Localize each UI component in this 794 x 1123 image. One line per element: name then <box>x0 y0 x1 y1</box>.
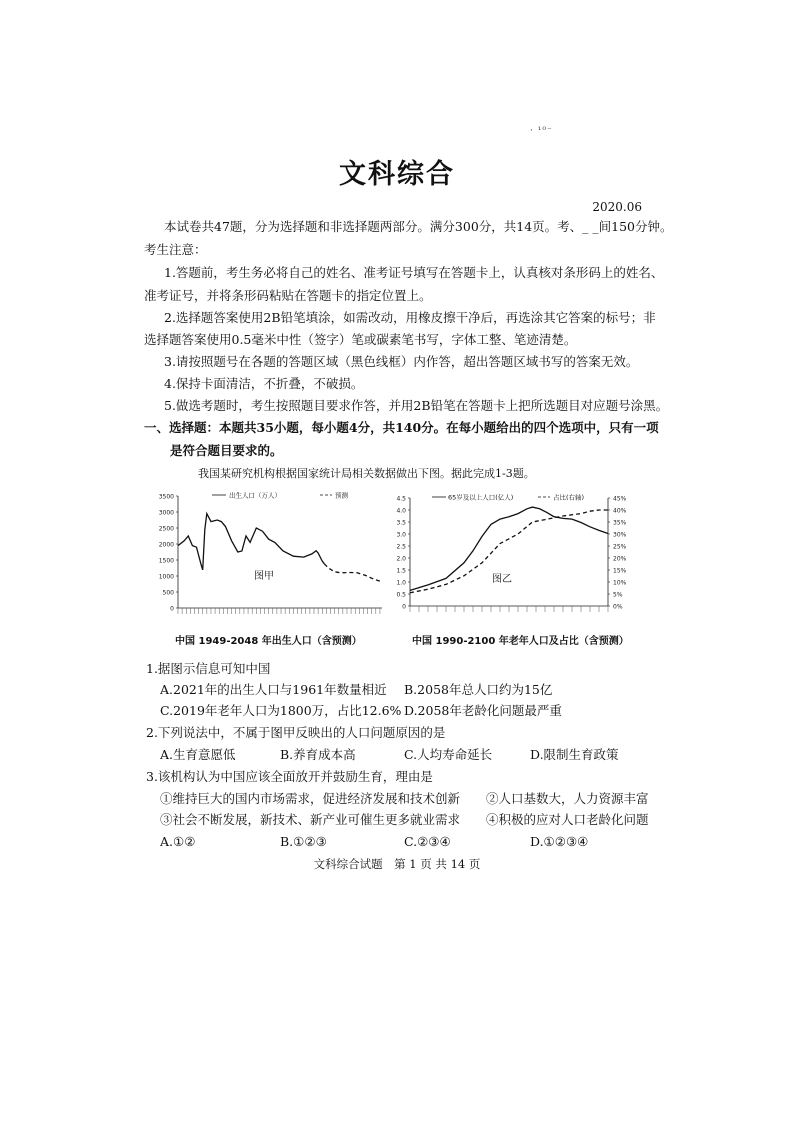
question-statement: ②人口基数大，人力资源丰富 <box>486 791 649 806</box>
forecast-line <box>324 564 382 582</box>
y-tick-label: 1500 <box>158 557 174 565</box>
question-stem: 1.据图示信息可知中国 <box>146 661 271 676</box>
notice-heading: 考生注意： <box>144 242 207 257</box>
y-tick-label: 1000 <box>158 573 174 581</box>
y-tick-label: 30% <box>613 531 627 539</box>
y-tick-label: 5% <box>613 591 623 599</box>
exam-date: 2020.06 <box>592 200 642 214</box>
notice-item: 2.选择题答案使用2B铅笔填涂，如需改动，用橡皮擦干净后，再选涂其它答案的标号；非 <box>164 310 656 325</box>
y-tick-label: 3.0 <box>396 531 406 539</box>
y-tick-label: 10% <box>613 579 627 587</box>
section-heading: 一、选择题：本题共35小题，每小题4分，共140分。在每小题给出的四个选项中，只有一项 <box>144 420 659 435</box>
y-tick-label: 4.0 <box>396 507 406 515</box>
legend-label: 占比(右轴) <box>553 493 585 502</box>
y-tick-label: 1.0 <box>396 579 406 587</box>
y-tick-label: 15% <box>613 567 627 575</box>
notice-item: 4.保持卡面清洁，不折叠，不破损。 <box>164 376 364 391</box>
question-option: B.2058年总人口约为15亿 <box>404 682 553 697</box>
question-option: B.①②③ <box>280 834 327 849</box>
question-statement: ③社会不断发展，新技术、新产业可催生更多就业需求 <box>160 812 461 827</box>
y-tick-label: 500 <box>162 589 174 597</box>
exam-summary: 本试卷共47题，分为选择题和非选择题两部分。满分300分，共14页。考、_ _间150分钟。 <box>164 219 673 234</box>
section-heading: 是符合题目要求的。 <box>170 443 283 458</box>
question-option: C.人均寿命延长 <box>404 747 493 762</box>
y-tick-label: 45% <box>613 495 627 503</box>
question-option: D.①②③④ <box>530 834 589 849</box>
question-stem: 2.下列说法中，不属于图甲反映出的人口问题原因的是 <box>146 725 446 740</box>
chart-caption: 中国 1990-2100 年老年人口及占比（含预测） <box>412 636 629 647</box>
notice-item: 选择题答案使用0.5毫米中性（签字）笔或碳素笔书写，字体工整、笔迹清楚。 <box>144 332 577 347</box>
y-tick-label: 0% <box>613 603 623 611</box>
panel-label: 图乙 <box>492 574 512 585</box>
y-tick-label: 2.0 <box>396 555 406 563</box>
panel-label: 图甲 <box>254 571 274 582</box>
y-tick-label: 0 <box>402 603 406 611</box>
y-tick-label: 3500 <box>158 493 174 501</box>
question-option: D.2058年老龄化问题最严重 <box>404 703 562 718</box>
y-tick-label: 1.5 <box>396 567 406 575</box>
births-line <box>178 514 324 570</box>
question-stem: 3.该机构认为中国应该全面放开并鼓励生育，理由是 <box>146 769 433 784</box>
question-option: A.①② <box>160 834 196 849</box>
legend-label: 出生人口（万人） <box>229 491 281 500</box>
page-title: 文科综合 <box>339 159 455 190</box>
question-statement: ①维持巨大的国内市场需求，促进经济发展和技术创新 <box>160 791 461 806</box>
notice-item: 5.做选考题时，考生按照题目要求作答，并用2B铅笔在答题卡上把所选题目对应题号涂黑。 <box>164 398 669 413</box>
chart-jia <box>150 486 390 626</box>
notice-item: 3.请按照题号在各题的答题区域（黑色线框）内作答，超出答题区域书写的答案无效。 <box>164 354 639 369</box>
legend-label: 65岁及以上人口(亿人) <box>448 493 514 502</box>
figure-intro: 我国某研究机构根据国家统计局相关数据做出下图。据此完成1-3题。 <box>198 467 535 480</box>
y-tick-label: 2500 <box>158 525 174 533</box>
question-option: D.限制生育政策 <box>530 747 619 762</box>
page-footer: 文科综合试题 第 1 页 共 14 页 <box>313 857 481 871</box>
y-tick-label: 25% <box>613 543 627 551</box>
legend-label: 预测 <box>335 491 348 500</box>
y-tick-label: 20% <box>613 555 627 563</box>
chart-caption: 中国 1949-2048 年出生人口（含预测） <box>175 636 362 647</box>
y-tick-label: 3000 <box>158 509 174 517</box>
y-tick-label: 4.5 <box>396 495 406 503</box>
question-option: A.生育意愿低 <box>160 747 236 762</box>
question-option: C.2019年老年人口为1800万，占比12.6% <box>160 703 402 718</box>
y-tick-label: 2.5 <box>396 543 406 551</box>
y-tick-label: 2000 <box>158 541 174 549</box>
question-statement: ④积极的应对人口老龄化问题 <box>486 812 649 827</box>
y-tick-label: 35% <box>613 519 627 527</box>
y-tick-label: 0 <box>170 605 174 613</box>
y-tick-label: 0.5 <box>396 591 406 599</box>
notice-item: 1.答题前，考生务必将自己的姓名、准考证号填写在答题卡上，认真核对条形码上的姓名、 <box>164 265 664 280</box>
question-option: C.②③④ <box>404 834 451 849</box>
question-option: B.养育成本高 <box>280 747 356 762</box>
y-tick-label: 40% <box>613 507 627 515</box>
notice-item: 准考证号，并将条形码粘贴在答题卡的指定位置上。 <box>144 288 432 303</box>
chart-yi <box>390 486 640 626</box>
corner-mark: · ¹⁰⁻ <box>530 126 553 136</box>
y-tick-label: 3.5 <box>396 519 406 527</box>
question-option: A.2021年的出生人口与1961年数量相近 <box>160 682 387 697</box>
